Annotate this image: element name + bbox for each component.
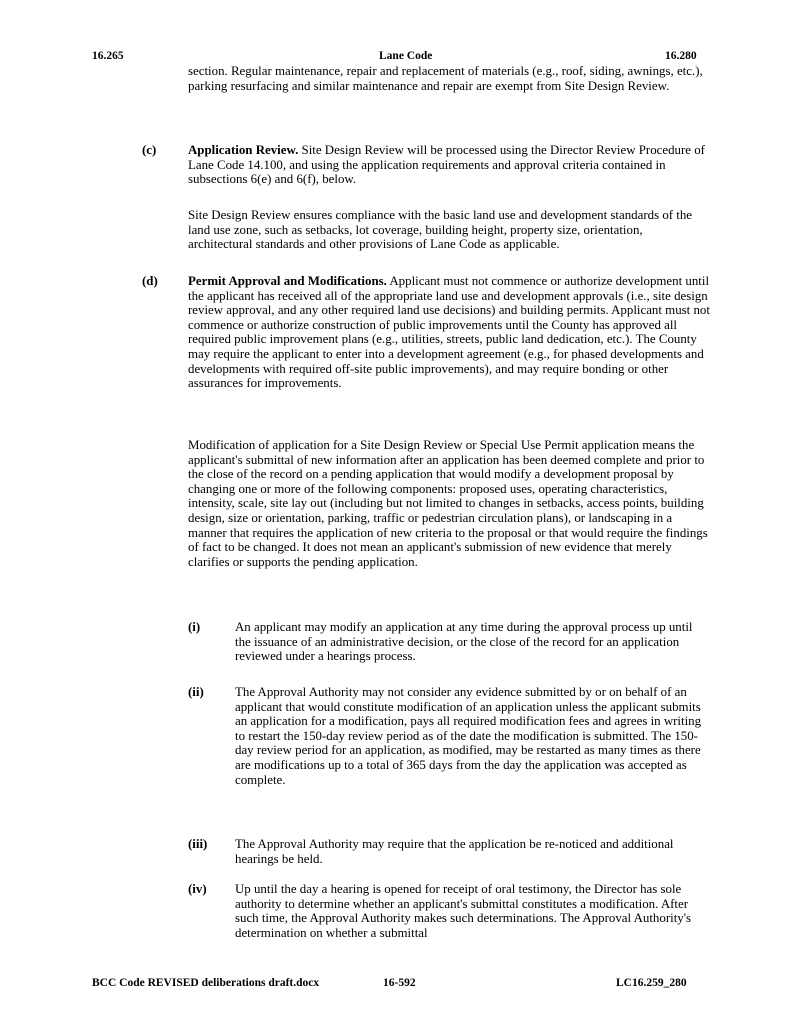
footer-page-number: 16-592 <box>383 977 416 989</box>
header-title: Lane Code <box>379 50 433 62</box>
header-section-start: 16.265 <box>92 50 124 62</box>
subsection-c-label: (c) <box>142 143 157 157</box>
intro-paragraph: section. Regular maintenance, repair and replacement of materials (e.g., roof, siding, awnings, etc.), parking resurfacing and similar maintenance and repair are exempt from Site Design Review. <box>188 64 703 93</box>
item-iv-label: (iv) <box>188 882 207 896</box>
footer-doc-code: LC16.259_280 <box>616 977 687 989</box>
item-i-text: An applicant may modify an application at any time during the approval process up until the issuance of an administrative decision, or the close of the record for an application reviewed under a hearings process. <box>235 620 693 664</box>
subsection-c-text: Site Design Review will be processed using the Director Review Procedure of Lane Code 14.100, and using the application requirements and approval criteria contained in subsections 6(e) and 6(f), below. <box>188 143 705 187</box>
header-section-end: 16.280 <box>665 50 697 62</box>
item-iii-label: (iii) <box>188 837 208 851</box>
subsection-d-text: Applicant must not commence or authorize development until the applicant has received all of the appropriate land use and development approvals (i.e., site design review approval, and any other required land use decisions) and building permits. Applicant must not commence or authorize construction of public improvements until the County has approved all required public improvement plans (e.g., utilities, streets, public land dedication, etc.). The County may require the applicant to enter into a development agreement (e.g., for phased developments and developments with required off-site public improvements), and may require bonding or other assurances for improvements. <box>188 274 710 391</box>
subsection-c-paragraph <box>188 143 710 187</box>
item-iii-text: The Approval Authority may require that the application be re-noticed and additional hearings be held. <box>235 837 674 866</box>
subsection-c-paragraph-2: Site Design Review ensures compliance with the basic land use and development standards of the land use zone, such as setbacks, lot coverage, building height, property size, orientation, architectural standards and other provisions of Lane Code as applicable. <box>188 208 693 252</box>
subsection-d-label: (d) <box>142 274 158 288</box>
subsection-d-paragraph <box>188 274 710 391</box>
subsection-c-title: Application Review. <box>188 143 299 157</box>
footer-filename: BCC Code REVISED deliberations draft.docx <box>92 977 320 989</box>
subsection-d-paragraph-2: Modification of application for a Site Design Review or Special Use Permit application means the applicant's submittal of new information after an application has been deemed complete and prior to the close of the record on a pending application that would modify a development proposal by changing one or more of the following components: proposed uses, operating characteristics, intensity, scale, site lay out (including but not limited to changes in setbacks, access points, building design, size or orientation, parking, traffic or pedestrian circulation plans), or landscaping in a manner that requires the application of new criteria to the proposal or that would require the findings of fact to be changed. It does not mean an applicant's submission of new evidence that merely clarifies or supports the pending application. <box>188 438 708 569</box>
subsection-d-title: Permit Approval and Modifications. <box>188 274 387 288</box>
item-i-label: (i) <box>188 620 201 634</box>
item-ii-label: (ii) <box>188 685 204 699</box>
item-iv-text: Up until the day a hearing is opened for receipt of oral testimony, the Director has sole authority to determine whether an applicant's submittal constitutes a modification. After such time, the Approval Authority makes such determinations. The Approval Authority's determination on whether a submittal <box>235 882 692 940</box>
item-ii-text: The Approval Authority may not consider any evidence submitted by or on behalf of an applicant that would constitute modification of an application unless the applicant submits an application for a modification, pays all required modification fees and agrees in writing to restart the 150-day review period as of the date the modification is submitted. The 150-day review period for an application, as modified, may be restarted as many times as there are modifications up to a total of 365 days from the day the application was accepted as complete. <box>235 685 702 787</box>
